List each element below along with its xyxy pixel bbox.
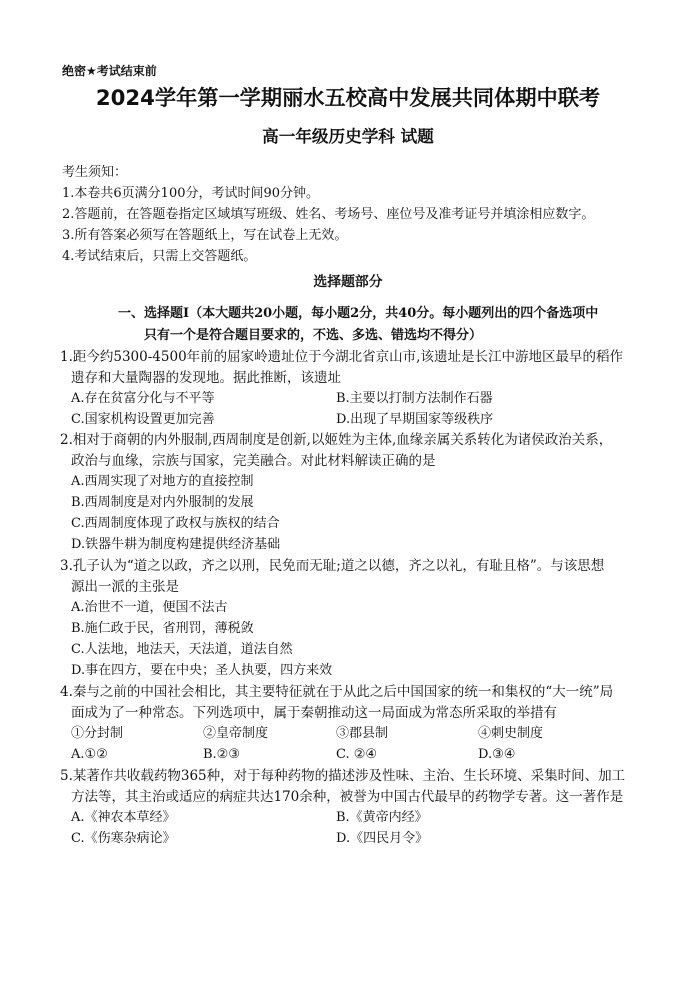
notice-item: 2.答题前，在答题卷指定区域填写班级、姓名、考场号、座位号及准考证号并填涂相应数字。: [62, 207, 595, 222]
statement-item: ④刺史制度: [478, 726, 544, 741]
notice-heading: 考生须知：: [62, 165, 128, 180]
section-title: 选择题部分: [313, 274, 383, 290]
option-d: D.出现了早期国家等级秩序: [336, 412, 494, 427]
question-stem: 2.相对于商朝的内外服制,西周制度是创新,以姬姓为主体,血缘亲属关系转化为诸侯政治关系，: [60, 432, 613, 448]
option-b: B.②③: [203, 747, 240, 762]
statement-item: ②皇帝制度: [203, 726, 269, 741]
option-a: A.西周实现了对地方的直接控制: [71, 474, 254, 489]
notice-item: 3.所有答案必须写在答题纸上，写在试卷上无效。: [62, 228, 348, 243]
option-a: A.治世不一道，便国不法古: [71, 600, 228, 615]
statement-item: ①分封制: [71, 726, 124, 741]
option-d: D.事在四方，要在中央；圣人执要，四方来效: [71, 663, 333, 678]
option-c: C.《伤寒杂病论》: [71, 831, 176, 846]
option-c: C.国家机构设置更加完善: [71, 412, 215, 427]
question-stem: 1.距今约5300-4500年前的屈家岭遗址位于今湖北省京山市,该遗址是长江中游地区最早的稻作: [60, 349, 623, 365]
notice-item: 1.本卷共6页满分100分，考试时间90分钟。: [62, 186, 320, 201]
statement-item: ③郡县制: [336, 726, 389, 741]
option-a: A.《神农本草经》: [71, 810, 176, 825]
question-stem: 源出一派的主张是: [71, 579, 179, 595]
option-a: A.①②: [71, 747, 108, 762]
option-b: B.西周制度是对内外服制的发展: [71, 495, 254, 510]
exam-title: 2024学年第一学期丽水五校高中发展共同体期中联考: [95, 86, 601, 111]
question-stem: 3.孔子认为“道之以政，齐之以刑，民免而无耻;道之以德，齐之以礼，有耻且格”。与该思想: [60, 558, 605, 574]
section-instruction: 一、选择题Ⅰ（本大题共20小题，每小题2分，共40分。每小题列出的四个备选项中: [118, 306, 599, 321]
question-stem: 5.某著作共收载药物365种，对于每种药物的描述涉及性味、主治、生长环境、采集时间、加工: [60, 768, 626, 784]
option-d: D.《四民月令》: [336, 831, 429, 846]
option-b: B.《黄帝内经》: [336, 810, 428, 825]
option-d: D.③④: [478, 747, 516, 762]
option-c: C. ②④: [336, 747, 378, 762]
confidential-label: 绝密★考试结束前: [62, 64, 157, 78]
option-b: B.主要以打制方法制作石器: [336, 391, 493, 406]
option-d: D.铁器牛耕为制度构建提供经济基础: [71, 537, 281, 552]
option-a: A.存在贫富分化与不平等: [71, 391, 215, 406]
option-c: C.人法地，地法天，天法道，道法自然: [71, 642, 293, 657]
question-stem: 遗存和大量陶器的发现地。据此推断，该遗址: [71, 370, 341, 386]
question-stem: 政治与血缘，宗族与国家，完美融合。对此材料解读正确的是: [71, 453, 436, 469]
exam-subtitle: 高一年级历史学科 试题: [262, 127, 434, 146]
option-b: B.施仁政于民，省刑罚，薄税敛: [71, 621, 254, 636]
question-stem: 4.秦与之前的中国社会相比，其主要特征就在于从此之后中国国家的统一和集权的“大一统”局: [60, 684, 614, 700]
section-instruction: 只有一个是符合题目要求的，不选、多选、错选均不得分）: [144, 328, 483, 343]
option-c: C.西周制度体现了政权与族权的结合: [71, 516, 280, 531]
notice-item: 4.考试结束后，只需上交答题纸。: [62, 249, 257, 264]
question-stem: 面成为了一种常态。下列选项中，属于秦朝推动这一局面成为常态所采取的举措有: [71, 705, 557, 721]
question-stem: 方法等，其主治或适应的病症共达170余种，被誉为中国古代最早的药物学专著。这一著作是: [71, 789, 624, 805]
